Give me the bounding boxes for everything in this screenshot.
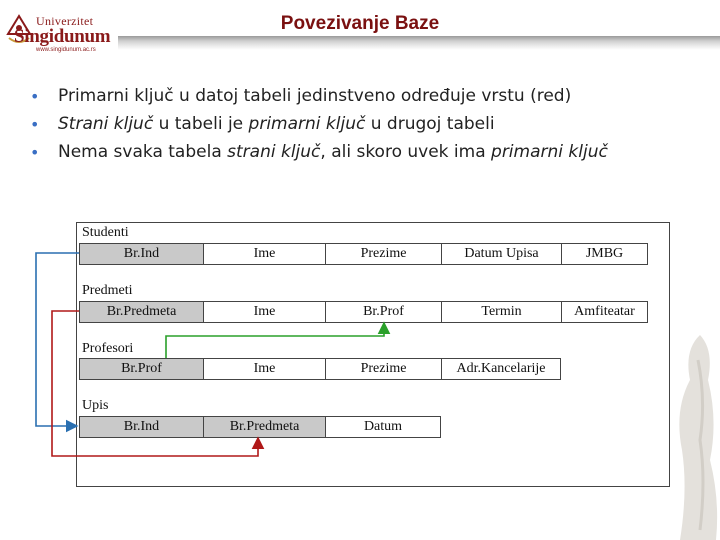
column: Prezime [325, 359, 441, 379]
column: Ime [203, 244, 325, 264]
bullet-dot-icon: • [30, 143, 40, 162]
link-predmeti-brpredmeta-to-upis-brpredmeta [52, 311, 258, 456]
column-foreign-key: Br.Prof [325, 302, 441, 322]
bullet-text: u drugoj tabeli [365, 114, 495, 134]
link-studenti-brind-to-upis-brind [36, 253, 79, 426]
bullet-text: Nema svaka tabela [58, 142, 228, 162]
emphasized-text: strani ključ [227, 142, 321, 162]
emphasized-text: primarni ključ [491, 142, 608, 162]
table-name-predmeti: Predmeti [82, 283, 133, 298]
table-name-upis: Upis [82, 398, 109, 413]
logo-text-line2: Singidunum [14, 26, 111, 47]
column: Ime [203, 302, 325, 322]
bullet-dot-icon: • [30, 87, 40, 106]
column: Datum Upisa [441, 244, 561, 264]
column-primary-key: Br.Predmeta [79, 302, 203, 322]
emphasized-text: primarni ključ [248, 114, 366, 134]
column: JMBG [561, 244, 648, 264]
column: Datum [325, 417, 441, 437]
column-foreign-key: Br.Ind [79, 417, 203, 437]
column: Ime [203, 359, 325, 379]
bullet-text: u tabeli je [153, 114, 249, 134]
column: Adr.Kancelarije [441, 359, 561, 379]
slide-title: Povezivanje Baze [280, 13, 440, 34]
table-name-studenti: Studenti [82, 225, 129, 240]
column-primary-key: Br.Ind [79, 244, 203, 264]
column-primary-key: Br.Prof [79, 359, 203, 379]
emphasized-text: Strani ključ [58, 114, 154, 134]
column: Amfiteatar [561, 302, 648, 322]
table-name-profesori: Profesori [82, 341, 134, 356]
bullet-text: Primarni ključ u datoj tabeli jedinstveno određuje vrstu (red) [58, 86, 572, 106]
column: Prezime [325, 244, 441, 264]
column: Termin [441, 302, 561, 322]
logo-url: www.singidunum.ac.rs [36, 47, 96, 53]
logo-text-line1: Univerzitet [36, 14, 94, 28]
link-profesori-brprof-to-predmeti-brprof [166, 323, 384, 358]
column-foreign-key: Br.Predmeta [203, 417, 325, 437]
bullet-dot-icon: • [30, 115, 40, 134]
bullet-text: , ali skoro uvek ima [320, 142, 492, 162]
